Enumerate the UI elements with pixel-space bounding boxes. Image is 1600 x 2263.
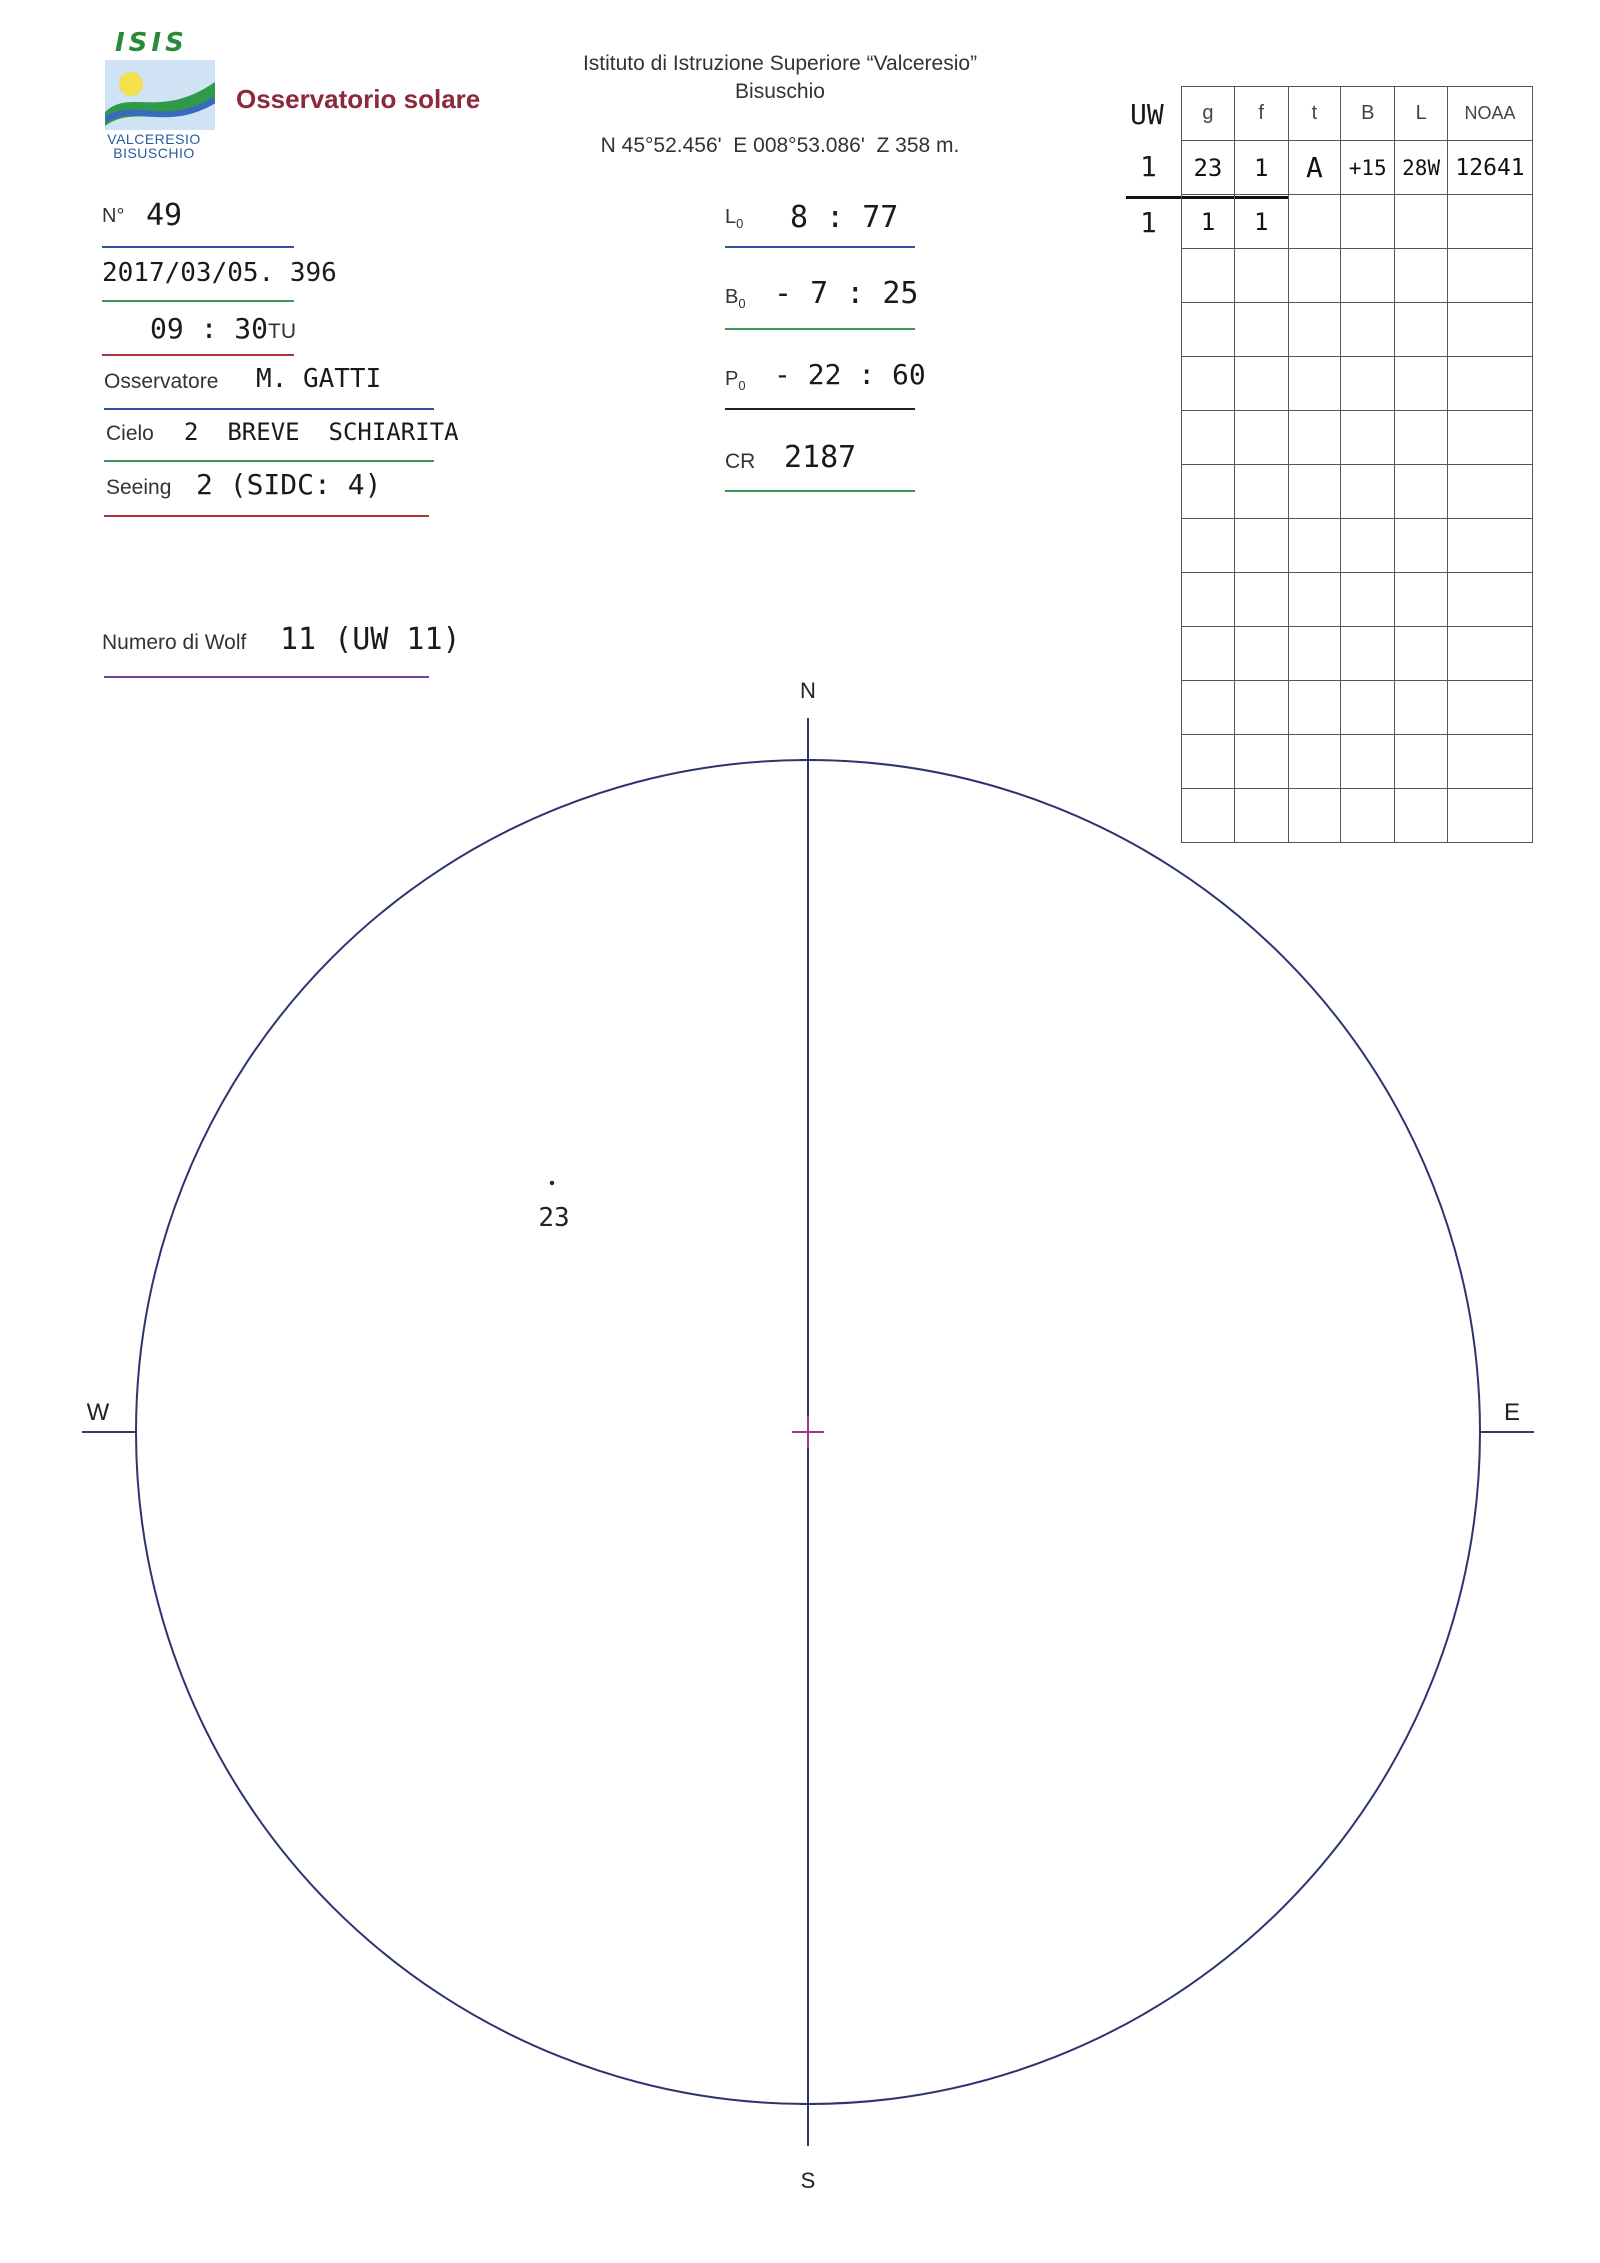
l0-underline: [725, 246, 915, 248]
observatory-title: Osservatorio solare: [236, 84, 481, 114]
observer-label: Osservatore: [104, 370, 219, 393]
number-value: 49: [146, 198, 183, 233]
wolf-label: Numero di Wolf: [102, 631, 247, 654]
institute-line2: Bisuschio: [735, 80, 825, 103]
cr-label: CR: [725, 450, 756, 473]
table-row: [1182, 141, 1533, 195]
uw-row2: 1: [1140, 206, 1157, 239]
number-label: N°: [102, 205, 125, 227]
p0-label: [725, 368, 746, 393]
time-value: 09 : 30: [150, 312, 269, 345]
north-label: N: [800, 678, 816, 703]
p0-value: - 22 : 60: [774, 358, 926, 391]
table-row: [1182, 303, 1533, 357]
p0-underline: [725, 408, 915, 410]
logo-line2: BISUSCHIO: [113, 145, 195, 161]
b0-letter: B: [725, 286, 739, 308]
cell-l: 28W: [1395, 141, 1448, 195]
table-row: [1182, 195, 1533, 249]
table-row: [1182, 357, 1533, 411]
cell-noaa: [1448, 195, 1533, 249]
b0-label: [725, 286, 746, 311]
p0-letter: P: [725, 368, 739, 390]
table-header-row: [1182, 87, 1533, 141]
header-l: L: [1395, 87, 1448, 141]
uw-row1: 1: [1140, 150, 1157, 183]
coordinates: N 45°52.456' E 008°53.086' Z 358 m.: [600, 134, 960, 157]
table-row: [1182, 573, 1533, 627]
cell-l: [1395, 195, 1448, 249]
solar-disk-chart: [0, 660, 1600, 2260]
group-label-23: 23: [538, 1203, 570, 1233]
number-underline: [102, 246, 294, 248]
east-label: E: [1503, 1399, 1521, 1426]
wolf-value: 11 (UW 11): [280, 622, 461, 657]
table-row: [1182, 519, 1533, 573]
table-row: [1182, 411, 1533, 465]
seeing-value: 2 (SIDC: 4): [196, 468, 382, 501]
uw-header: UW: [1130, 98, 1164, 131]
table-row: [1182, 249, 1533, 303]
cell-f: 1: [1234, 195, 1288, 249]
seeing-label: Seeing: [106, 476, 172, 499]
sky-underline: [104, 460, 434, 462]
logo-wordmark: ISIS: [115, 28, 188, 58]
header-b: B: [1341, 87, 1395, 141]
b0-subscript: 0: [738, 296, 746, 311]
cell-b: [1341, 195, 1395, 249]
l0-label: [725, 206, 743, 231]
seeing-underline: [104, 515, 429, 517]
institute-line1: Istituto di Istruzione Superiore “Valceresio”: [582, 52, 978, 75]
sunspot-group-23: [550, 1181, 554, 1185]
header-f: f: [1234, 87, 1288, 141]
cr-underline: [725, 490, 915, 492]
observer-underline: [104, 408, 434, 410]
west-label: W: [86, 1399, 110, 1426]
time-unit: TU: [268, 320, 296, 343]
b0-value: - 7 : 25: [774, 276, 919, 311]
l0-value: 8 : 77: [790, 200, 899, 235]
header-g: g: [1182, 87, 1235, 141]
p0-subscript: 0: [738, 378, 746, 393]
observer-value: M. GATTI: [256, 364, 382, 394]
cell-g: 1: [1182, 195, 1235, 249]
l0-letter: L: [725, 206, 737, 228]
header-t: t: [1288, 87, 1341, 141]
date-underline: [102, 300, 294, 302]
cell-g: 23: [1182, 141, 1235, 195]
l0-subscript: 0: [736, 216, 744, 231]
b0-underline: [725, 328, 915, 330]
cell-b: +15: [1341, 141, 1395, 195]
cell-f: 1: [1234, 141, 1288, 195]
logo-line1: VALCERESIO: [107, 131, 201, 147]
time-underline: [102, 354, 294, 356]
table-row: [1182, 465, 1533, 519]
cell-t: [1288, 195, 1341, 249]
isis-logo: [95, 28, 225, 163]
date-value: 2017/03/05. 396: [102, 258, 337, 288]
cr-value: 2187: [784, 440, 857, 475]
sky-value: 2 BREVE SCHIARITA: [184, 418, 459, 446]
cell-t: A: [1288, 141, 1341, 195]
logo-emblem-icon: [105, 60, 215, 130]
cell-noaa: 12641: [1448, 141, 1533, 195]
south-label: S: [800, 2168, 816, 2193]
header-noaa: NOAA: [1448, 87, 1533, 141]
sky-label: Cielo: [106, 422, 154, 445]
